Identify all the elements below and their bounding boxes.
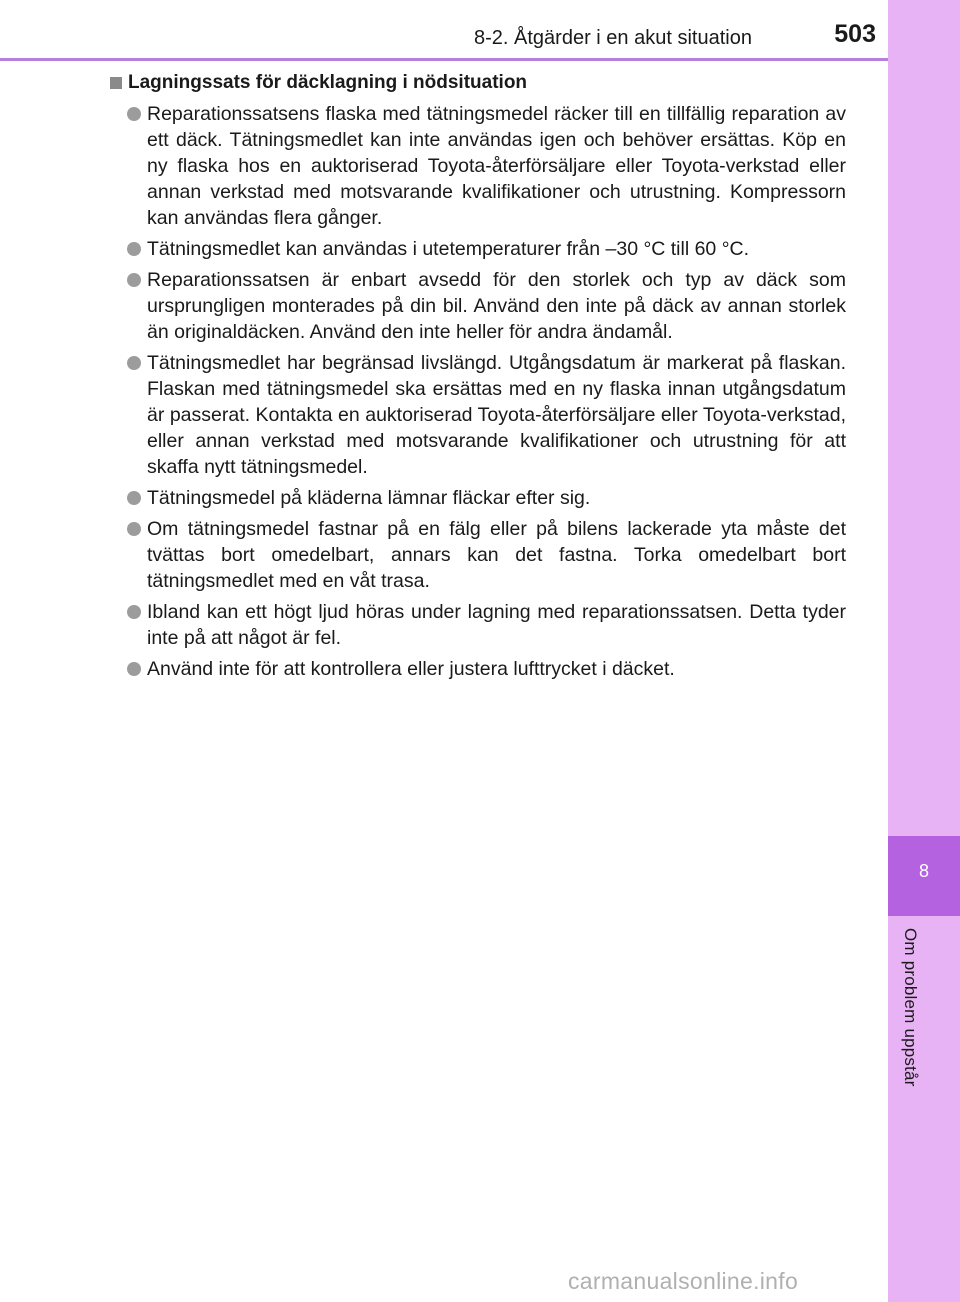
list-item — [110, 485, 846, 511]
circle-bullet-icon — [127, 242, 141, 256]
circle-bullet-icon — [127, 491, 141, 505]
list-item-text: Ibland kan ett högt ljud höras under lagning med reparationssatsen. Detta tyder inte på att något är fel. — [147, 601, 846, 649]
list-item-text: Reparationssatsen är enbart avsedd för den storlek och typ av däck som ursprungligen monterades på din bil. Använd den inte på däck av annan storlek än originaldäcken. Använd den inte heller för andra ändamål. — [147, 269, 846, 343]
section-title: 8-2. Åtgärder i en akut situation — [474, 27, 752, 49]
chapter-number-box: 8 — [888, 836, 960, 916]
list-item-text: Använd inte för att kontrollera eller justera lufttrycket i däcket. — [147, 658, 675, 680]
list-item — [110, 236, 846, 262]
circle-bullet-icon — [127, 605, 141, 619]
list-item-text: Tätningsmedel på kläderna lämnar fläckar efter sig. — [147, 487, 591, 509]
list-item — [110, 516, 846, 594]
circle-bullet-icon — [127, 107, 141, 121]
list-item — [110, 101, 846, 231]
circle-bullet-icon — [127, 522, 141, 536]
section-heading-text: Lagningssats för däcklagning i nödsituation — [128, 72, 528, 93]
list-item-text: Om tätningsmedel fastnar på en fälg eller på bilens lackerade yta måste det tvättas bort omedelbart, annars kan det fastna. Torka omedelbart bort tätningsmedlet med en våt trasa. — [147, 518, 846, 592]
page-header — [0, 0, 888, 58]
list-item — [110, 350, 846, 480]
square-bullet-icon — [110, 77, 122, 89]
list-item — [110, 599, 846, 651]
list-item — [110, 656, 846, 682]
section-heading — [110, 70, 846, 96]
list-item — [110, 267, 846, 345]
watermark: carmanualsonline.info — [568, 1268, 799, 1294]
header-rule — [0, 58, 888, 61]
list-item-text: Tätningsmedlet har begränsad livslängd. Utgångsdatum är markerat på flaskan. Flaskan med tätningsmedel ska ersättas med en ny flaska innan utgångsdatum är passerat. Kontakta en auktoriserad Toyota-återförsäljare eller Toyota-verkstad, eller annan verkstad med motsvarande kvalifikationer och utrustning för att skaffa nytt tätningsmedel. — [147, 352, 846, 478]
circle-bullet-icon — [127, 356, 141, 370]
page-number: 503 — [834, 20, 876, 48]
list-item-text: Tätningsmedlet kan användas i utetemperaturer från –30 °C till 60 °C. — [147, 238, 749, 260]
chapter-name: Om problem uppstår — [901, 928, 920, 1087]
circle-bullet-icon — [127, 273, 141, 287]
circle-bullet-icon — [127, 662, 141, 676]
list-item-text: Reparationssatsens flaska med tätningsmedel räcker till en tillfällig reparation av ett däck. Tätningsmedlet kan inte användas igen och behöver ersättas. Köp en ny flaska hos en auktoriserad Toyota-återförsäljare eller Toyota-verkstad eller annan verkstad med motsvarande kvalifikationer och utrustning. Kompressorn kan användas flera gånger. — [147, 103, 846, 229]
main-content — [110, 70, 846, 682]
